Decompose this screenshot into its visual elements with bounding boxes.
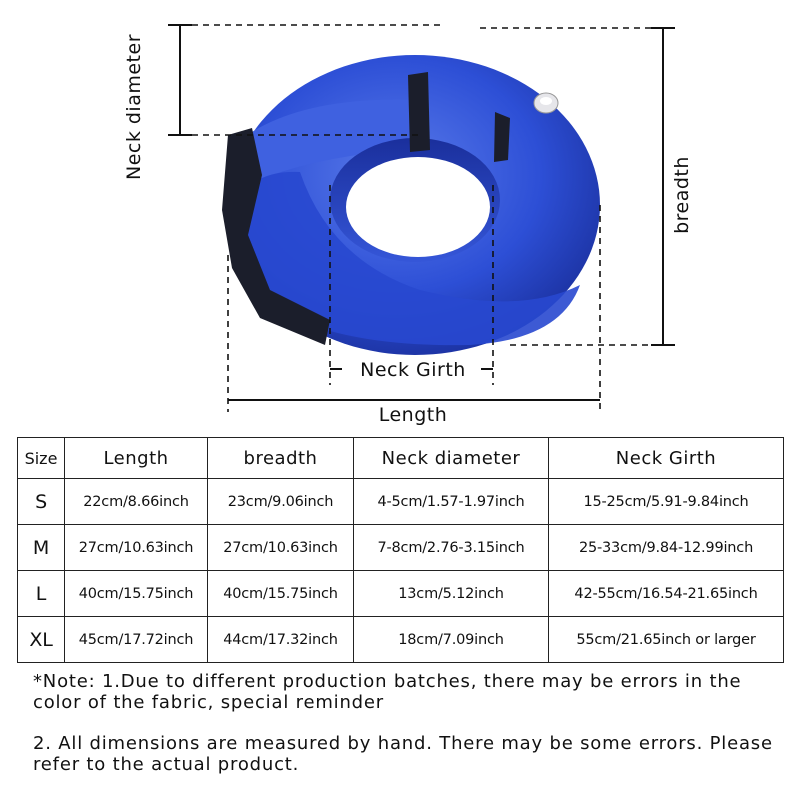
length-cell: 27cm/10.63inch xyxy=(65,525,208,571)
neck-diameter-label: Neck diameter xyxy=(123,33,145,181)
breadth-cell: 44cm/17.32inch xyxy=(208,617,354,663)
neck-girth-label: Neck Girth xyxy=(360,359,466,381)
size-cell: S xyxy=(18,479,65,525)
breadth-cell: 40cm/15.75inch xyxy=(208,571,354,617)
size-cell: M xyxy=(18,525,65,571)
column-header-length: Length xyxy=(65,438,208,479)
neck-diameter-cell: 4-5cm/1.57-1.97inch xyxy=(354,479,549,525)
neck-diameter-cell: 13cm/5.12inch xyxy=(354,571,549,617)
air-valve xyxy=(534,93,558,113)
note-color-variation: *Note: 1.Due to different production batches, there may be errors in the color of the fabric, special reminder xyxy=(33,671,742,713)
breadth-label: breadth xyxy=(671,156,693,234)
inner-strap-right xyxy=(494,112,510,162)
size-cell: XL xyxy=(18,617,65,663)
inner-strap xyxy=(408,72,430,152)
length-cell: 22cm/8.66inch xyxy=(65,479,208,525)
size-cell: L xyxy=(18,571,65,617)
neck-girth-cell: 25-33cm/9.84-12.99inch xyxy=(549,525,784,571)
column-header-breadth: breadth xyxy=(208,438,354,479)
breadth-cell: 23cm/9.06inch xyxy=(208,479,354,525)
neck-girth-cell: 15-25cm/5.91-9.84inch xyxy=(549,479,784,525)
table-header-row xyxy=(18,438,784,479)
size-table xyxy=(17,437,784,663)
table-row xyxy=(18,617,784,663)
length-cell: 40cm/15.75inch xyxy=(65,571,208,617)
note-measurement-error: 2. All dimensions are measured by hand. There may be some errors. Please refer to the actual product. xyxy=(33,733,773,775)
neck-girth-cell: 42-55cm/16.54-21.65inch xyxy=(549,571,784,617)
collar-neck-hole xyxy=(346,157,490,257)
length-cell: 45cm/17.72inch xyxy=(65,617,208,663)
length-label: Length xyxy=(378,404,448,426)
column-header-neck-girth: Neck Girth xyxy=(549,438,784,479)
neck-diameter-cell: 18cm/7.09inch xyxy=(354,617,549,663)
breadth-cell: 27cm/10.63inch xyxy=(208,525,354,571)
column-header-size: Size xyxy=(18,438,65,479)
table-row xyxy=(18,479,784,525)
column-header-neck-diameter: Neck diameter xyxy=(354,438,549,479)
neck-girth-cell: 55cm/21.65inch or larger xyxy=(549,617,784,663)
table-row xyxy=(18,571,784,617)
table-row xyxy=(18,525,784,571)
neck-diameter-cell: 7-8cm/2.76-3.15inch xyxy=(354,525,549,571)
inflatable-collar-image xyxy=(222,55,600,355)
